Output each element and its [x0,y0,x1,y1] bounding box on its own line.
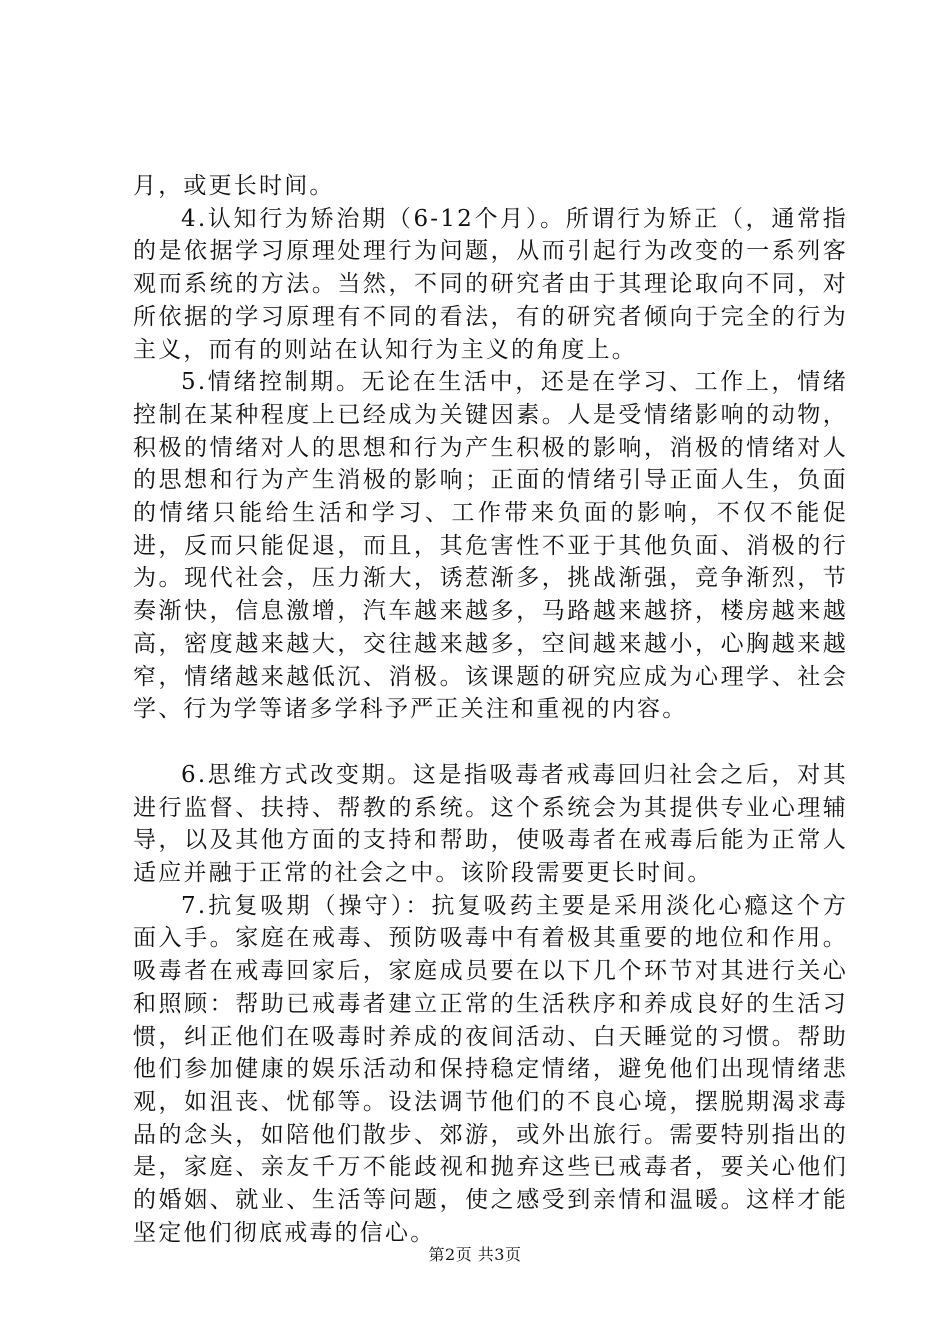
document-body [133,170,848,1250]
paragraph-emotion-control: 5.情绪控制期。无论在生活中，还是在学习、工作上，情绪控制在某种程度上已经成为关键因素。人是受情绪影响的动物，积极的情绪对人的思想和行为产生积极的影响，消极的情绪对人的思想和行为产生消极的影响；正面的情绪引导正面人生，负面的情绪只能给生活和学习、工作带来负面的影响，不仅不能促进，反而只能促退，而且，其危害性不亚于其他负面、消极的行为。现代社会，压力渐大，诱惹渐多，挑战渐强，竞争渐烈，节奏渐快，信息激增，汽车越来越多，马路越来越挤，楼房越来越高，密度越来越大，交往越来越多，空间越来越小，心胸越来越窄，情绪越来越低沉、消极。该课题的研究应成为心理学、社会学、行为学等诸多学科予严正关注和重视的内容。 [133,369,848,723]
page-footer: 第2页 共3页 [428,1245,522,1264]
paragraph-thinking-change: 6.思维方式改变期。这是指吸毒者戒毒回归社会之后，对其进行监督、扶持、帮教的系统。这个系统会为其提供专业心理辅导，以及其他方面的支持和帮助，使吸毒者在戒毒后能为正常人适应并融于正常的社会之中。该阶段需要更长时间。 [133,761,848,887]
paragraph-cognitive-behavior: 4.认知行为矫治期（6-12个月）。所谓行为矫正（，通常指的是依据学习原理处理行为问题，从而引起行为改变的一系列客观而系统的方法。当然，不同的研究者由于其理论取向不同，对所依据的学习原理有不同的看法，有的研究者倾向于完全的行为主义，而有的则站在认知行为主义的角度上。 [133,205,848,363]
paragraph-continuation: 月，或更长时间。 [133,173,335,199]
paragraph-anti-relapse: 7.抗复吸期（操守）：抗复吸药主要是采用淡化心瘾这个方面入手。家庭在戒毒、预防吸毒中有着极其重要的地位和作用。吸毒者在戒毒回家后，家庭成员要在以下几个环节对其进行关心和照顾：帮助已戒毒者建立正常的生活秩序和养成良好的生活习惯，纠正他们在吸毒时养成的夜间活动、白天睡觉的习惯。帮助他们参加健康的娱乐活动和保持稳定情绪，避免他们出现情绪悲观，如沮丧、忧郁等。设法调节他们的不良心境，摆脱期渴求毒品的念头，如陪他们散步、郊游，或外出旅行。需要特别指出的是，家庭、亲友千万不能歧视和抛弃这些已戒毒者，要关心他们的婚姻、就业、生活等问题，使之感受到亲情和温暖。这样才能坚定他们彻底戒毒的信心。 [133,892,848,1246]
